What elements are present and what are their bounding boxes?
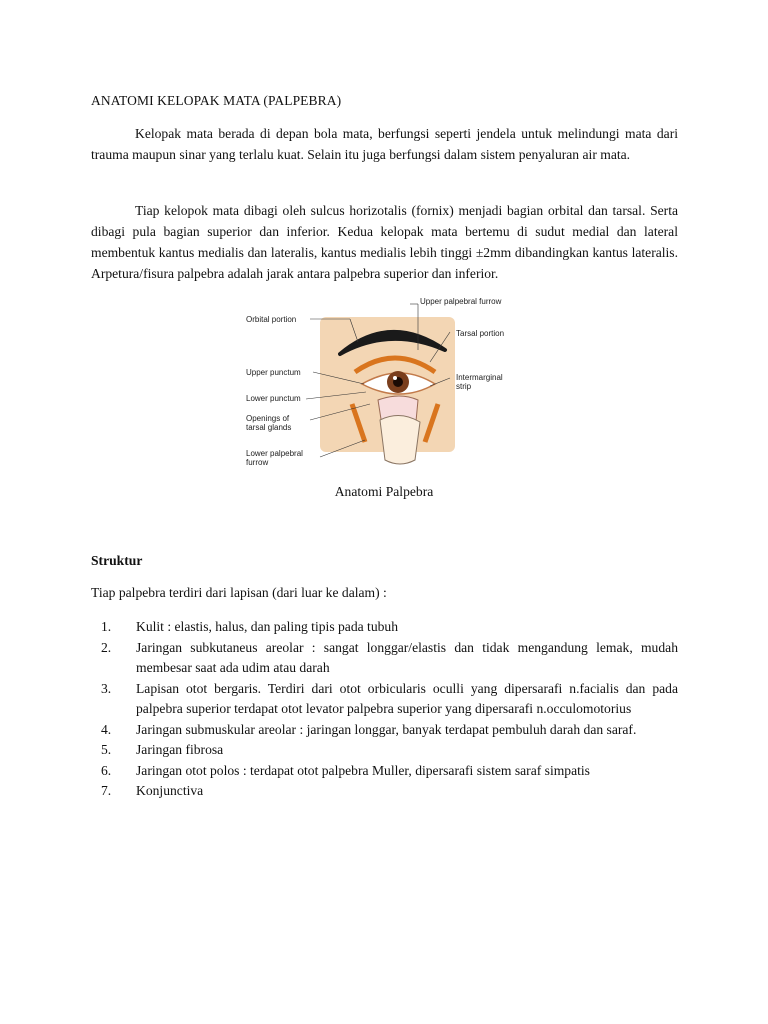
list-item bbox=[91, 679, 678, 720]
list-text: Kulit : elastis, halus, dan paling tipis pada tubuh bbox=[136, 619, 399, 634]
list-item bbox=[91, 638, 678, 679]
list-number: 7. bbox=[101, 783, 112, 798]
layer-list bbox=[91, 617, 678, 802]
list-item bbox=[91, 740, 678, 761]
label-orbital-portion: Orbital portion bbox=[246, 315, 297, 324]
paragraph-1: Kelopak mata berada di depan bola mata, berfungsi seperti jendela untuk melindungi mata dari trauma maupun sinar yang terlalu kuat. Selain itu juga berfungsi dalam sistem penyaluran air mata. bbox=[91, 126, 678, 162]
label-intermarginal-2: strip bbox=[456, 382, 472, 391]
document-title: ANATOMI KELOPAK MATA (PALPEBRA) bbox=[91, 93, 342, 108]
list-item bbox=[91, 720, 678, 741]
eye-highlight bbox=[393, 376, 397, 380]
list-text: Lapisan otot bergaris. Terdiri dari otot orbicularis oculli yang dipersarafi n.facialis dan pada palpebra superior terdapat otot levator palpebra superior yang dipersarafi n.occulomotorius bbox=[136, 680, 678, 716]
eyelid-anatomy-figure bbox=[240, 292, 530, 472]
label-openings-2: tarsal glands bbox=[246, 423, 292, 432]
label-openings-1: Openings of bbox=[246, 414, 290, 423]
label-tarsal-portion: Tarsal portion bbox=[456, 329, 505, 338]
list-text: Jaringan otot polos : terdapat otot palpebra Muller, dipersarafi sistem saraf simpatis bbox=[136, 762, 590, 778]
list-number: 2. bbox=[101, 639, 112, 655]
list-item bbox=[91, 761, 678, 782]
finger bbox=[380, 415, 420, 464]
paragraph-2: Tiap kelopok mata dibagi oleh sulcus horizotalis (fornix) menjadi bagian orbital dan tarsal. Serta dibagi pula bagian superior dan inferior. Kedua kelopak mata bertemu di sudut medial dan lateral membentuk kantus medialis dan lateralis, kantus medialis lebih tinggi ±2mm dibandingkan kantus lateralis. Arpetura/fisura palpebra adalah jarak antara palpebra superior dan inferior. bbox=[91, 203, 678, 281]
list-number: 6. bbox=[101, 762, 112, 778]
label-lower-furrow-1: Lower palpebral bbox=[246, 449, 303, 458]
list-item bbox=[91, 617, 678, 638]
label-upper-palpebral-furrow: Upper palpebral furrow bbox=[420, 297, 502, 306]
list-text: Konjunctiva bbox=[136, 783, 204, 798]
label-upper-punctum: Upper punctum bbox=[246, 368, 301, 377]
figure-caption: Anatomi Palpebra bbox=[334, 484, 434, 499]
label-lower-punctum: Lower punctum bbox=[246, 394, 301, 403]
list-number: 5. bbox=[101, 742, 112, 757]
list-intro: Tiap palpebra terdiri dari lapisan (dari luar ke dalam) : bbox=[91, 585, 387, 600]
label-intermarginal-1: Intermarginal bbox=[456, 373, 503, 382]
list-number: 1. bbox=[101, 619, 112, 634]
label-lower-furrow-2: furrow bbox=[246, 458, 269, 467]
list-number: 4. bbox=[101, 721, 112, 737]
list-number: 3. bbox=[101, 680, 112, 696]
list-text: Jaringan fibrosa bbox=[136, 742, 224, 757]
list-item bbox=[91, 781, 678, 802]
list-text: Jaringan subkutaneus areolar : sangat longgar/elastis dan tidak mengandung lemak, mudah membesar saat ada udim atau darah bbox=[136, 639, 678, 675]
list-text: Jaringan submuskular areolar : jaringan longgar, banyak terdapat pembuluh darah dan saraf. bbox=[136, 721, 637, 737]
section-heading: Struktur bbox=[91, 553, 143, 568]
